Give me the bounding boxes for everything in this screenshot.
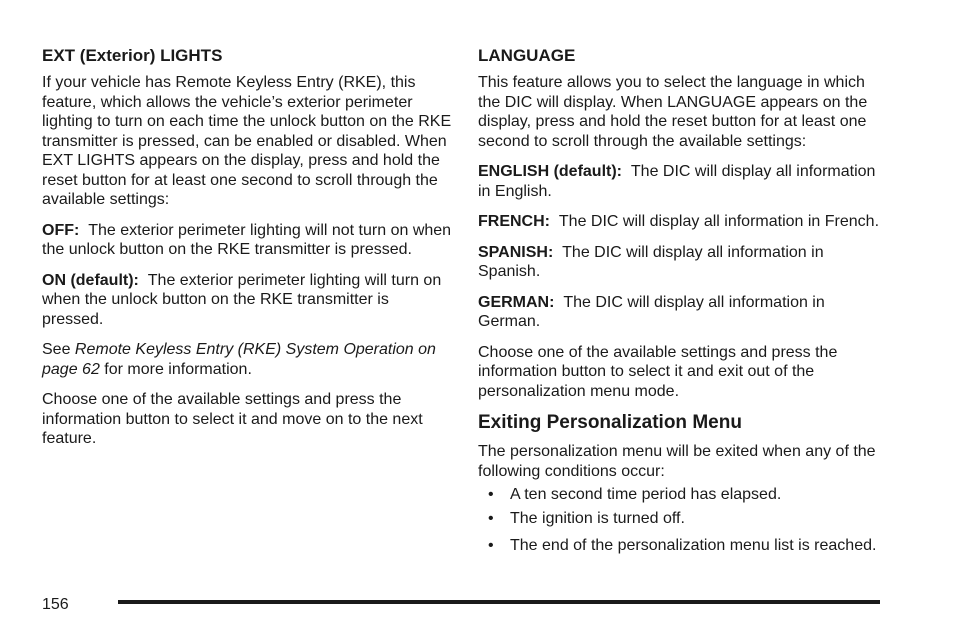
page-number: 156 bbox=[42, 596, 69, 613]
off-setting bbox=[42, 221, 452, 260]
french-setting bbox=[478, 212, 888, 232]
list-item: • The end of the personalization menu list is reached. bbox=[478, 536, 888, 556]
on-setting bbox=[42, 271, 452, 330]
spanish-setting bbox=[478, 243, 888, 282]
german-setting bbox=[478, 293, 888, 332]
english-setting bbox=[478, 162, 888, 201]
exit-menu-heading: Exiting Personalization Menu bbox=[478, 412, 742, 433]
french-text: The DIC will display all information in French. bbox=[558, 213, 880, 230]
english-label: ENGLISH (default): bbox=[478, 163, 622, 180]
spanish-text: The DIC will display all information in Spanish. bbox=[478, 243, 824, 280]
language-intro: This feature allows you to select the language in which the DIC will display. When LANGUAGE appears on the display, press and hold the reset button for at least one second to scroll through the available settings: bbox=[478, 74, 868, 150]
footer-divider bbox=[118, 600, 880, 604]
ext-lights-intro: If your vehicle has Remote Keyless Entry (RKE), this feature, which allows the vehicle’s exterior perimeter lighting to turn on each time the unlock button on the RKE transmitter is pressed, can be enabled or disabled. When EXT LIGHTS appears on the display, press and hold the reset button for at least one second to scroll through the available settings: bbox=[42, 74, 452, 208]
left-column bbox=[42, 46, 452, 460]
exit-menu-intro: The personalization menu will be exited when any of the following conditions occur: bbox=[478, 443, 876, 480]
french-label: FRENCH: bbox=[478, 213, 550, 230]
off-text: The exterior perimeter lighting will not turn on when the unlock button on the RKE transmitter is pressed. bbox=[42, 221, 452, 258]
language-heading: LANGUAGE bbox=[478, 46, 576, 65]
list-item: • The ignition is turned off. bbox=[478, 509, 888, 529]
right-column bbox=[478, 46, 888, 560]
see-prefix: See bbox=[42, 341, 75, 358]
german-label: GERMAN: bbox=[478, 293, 555, 311]
language-closing: Choose one of the available settings and press the information button to select it and exit out of the personalization menu mode. bbox=[478, 343, 838, 400]
on-text: The exterior perimeter lighting will turn on when the unlock button on the RKE transmitter is pressed. bbox=[42, 271, 442, 328]
off-label: OFF: bbox=[42, 221, 80, 239]
german-text: The DIC will display all information in German. bbox=[478, 293, 825, 330]
exit-conditions-list bbox=[478, 485, 888, 556]
see-reference bbox=[42, 340, 452, 379]
ext-lights-heading: EXT (Exterior) LIGHTS bbox=[42, 46, 223, 65]
rke-reference-link: Remote Keyless Entry (RKE) System Operation on page 62 bbox=[42, 341, 436, 378]
english-text: The DIC will display all information in English. bbox=[478, 163, 876, 200]
see-suffix: for more information. bbox=[99, 360, 252, 378]
list-item: • A ten second time period has elapsed. bbox=[478, 485, 888, 505]
spanish-label: SPANISH: bbox=[478, 243, 554, 261]
ext-lights-closing: Choose one of the available settings and press the information button to select it and move on to the next feature. bbox=[42, 391, 423, 447]
on-label: ON (default): bbox=[42, 271, 139, 289]
